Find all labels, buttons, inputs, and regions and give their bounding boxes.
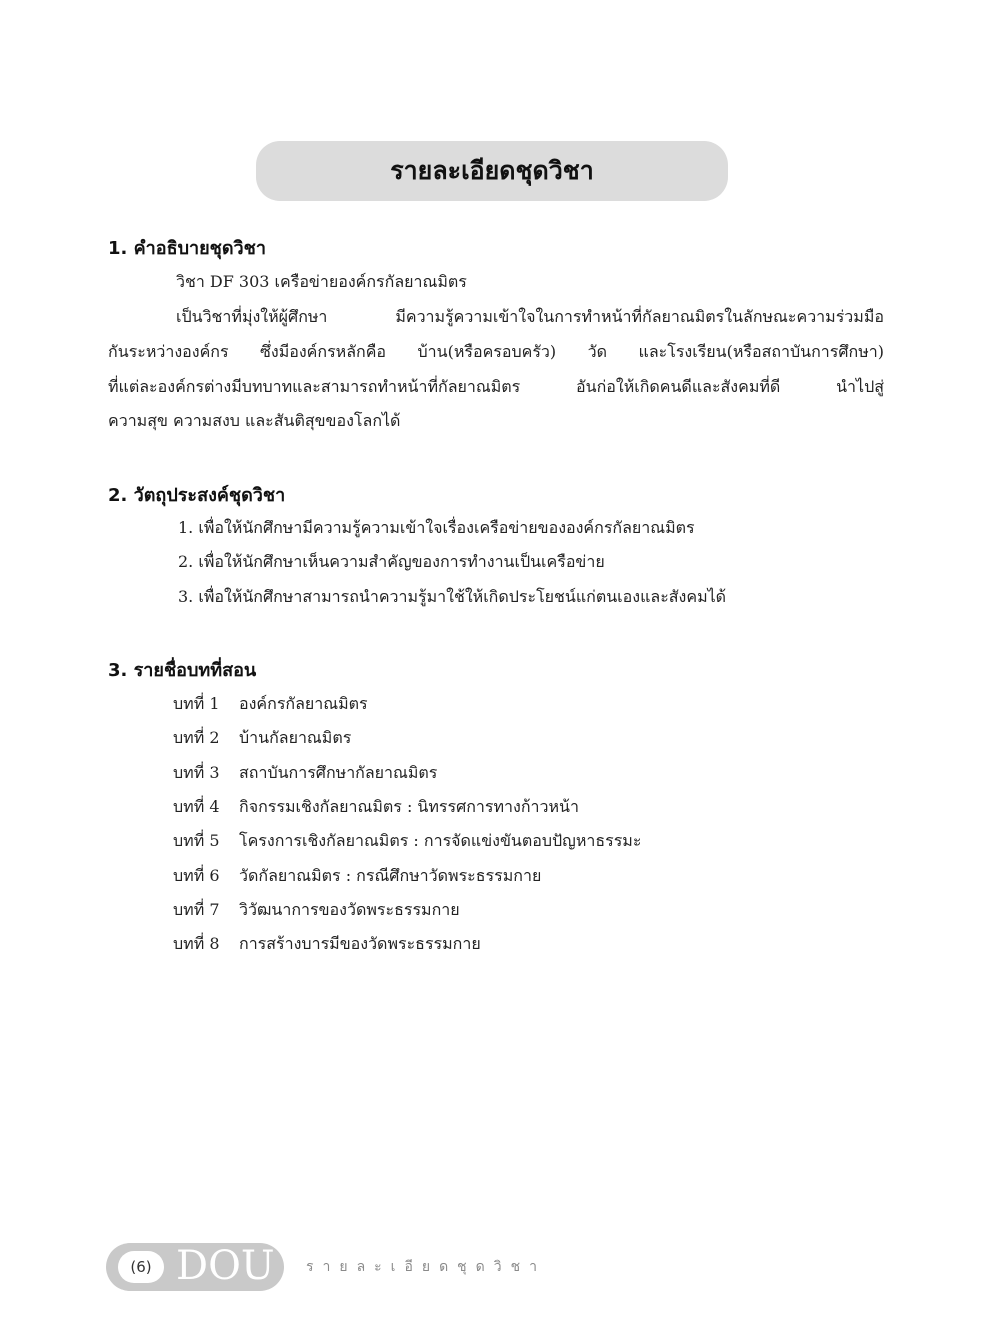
lesson-title: วิวัฒนาการของวัดพระธรรมกาย (239, 900, 460, 919)
objective-item: 3. เพื่อให้นักศึกษาสามารถนำความรู้มาใช้ให้เกิดประโยชน์แก่ตนเองและสังคมได้ (178, 587, 727, 606)
lesson-item (173, 795, 579, 820)
lesson-item (173, 726, 351, 751)
description-line-3: ที่แต่ละองค์กรต่างมีบทบาทและสามารถทำหน้าที่กัลยาณมิตร อันก่อให้เกิดคนดีและสังคมที่ดี นำไปสู่ (108, 377, 884, 396)
section3-heading: 3. รายชื่อบทที่สอน (108, 660, 257, 681)
lesson-item (173, 932, 481, 957)
lesson-item (173, 898, 460, 923)
section2-heading: 2. วัตถุประสงค์ชุดวิชา (108, 485, 286, 506)
lesson-number: บทที่ 1 (173, 694, 220, 713)
lesson-title: สถาบันการศึกษากัลยาณมิตร (239, 763, 438, 782)
lesson-title: กิจกรรมเชิงกัลยาณมิตร : นิทรรศการทางก้าวหน้า (239, 797, 579, 816)
lesson-title: บ้านกัลยาณมิตร (239, 728, 352, 747)
lesson-number: บทที่ 7 (173, 900, 220, 919)
objective-item: 1. เพื่อให้นักศึกษามีความรู้ความเข้าใจเรื่องเครือข่ายขององค์กรกัลยาณมิตร (178, 518, 695, 537)
running-title: รายละเอียดชุดวิชา (306, 1259, 546, 1275)
title-box (256, 141, 728, 201)
lesson-number: บทที่ 3 (173, 763, 220, 782)
description-line-4: ความสุข ความสงบ และสันติสุขของโลกได้ (108, 411, 401, 430)
description-line-2: กันระหว่างองค์กร ซึ่งมีองค์กรหลักคือ บ้าน(หรือครอบครัว) วัด และโรงเรียน(หรือสถาบันการศึกษา) (108, 342, 884, 361)
dou-logo: DOU (176, 1243, 275, 1289)
lesson-title: โครงการเชิงกัลยาณมิตร : การจัดแข่งขันตอบปัญหาธรรมะ (239, 831, 642, 850)
page-number: (6) (118, 1251, 164, 1283)
lesson-item (173, 829, 641, 854)
lesson-title: วัดกัลยาณมิตร : กรณีศึกษาวัดพระธรรมกาย (239, 866, 542, 885)
lesson-number: บทที่ 2 (173, 728, 220, 747)
lesson-item (173, 692, 368, 717)
description-line-1: เป็นวิชาที่มุ่งให้ผู้ศึกษา มีความรู้ความเข้าใจในการทำหน้าที่กัลยาณมิตรในลักษณะความร่วมมือ (176, 307, 884, 326)
lesson-number: บทที่ 6 (173, 866, 220, 885)
lesson-number: บทที่ 8 (173, 934, 220, 953)
lesson-title: องค์กรกัลยาณมิตร (239, 694, 368, 713)
lesson-item (173, 864, 541, 889)
lesson-item (173, 761, 437, 786)
objective-item: 2. เพื่อให้นักศึกษาเห็นความสำคัญของการทำงานเป็นเครือข่าย (178, 552, 605, 571)
section1-heading: 1. คำอธิบายชุดวิชา (108, 238, 266, 259)
lesson-title: การสร้างบารมีของวัดพระธรรมกาย (239, 934, 481, 953)
page-title: รายละเอียดชุดวิชา (390, 156, 594, 185)
lesson-number: บทที่ 5 (173, 831, 220, 850)
lesson-number: บทที่ 4 (173, 797, 220, 816)
course-line: วิชา DF 303 เครือข่ายองค์กรกัลยาณมิตร (176, 272, 467, 291)
